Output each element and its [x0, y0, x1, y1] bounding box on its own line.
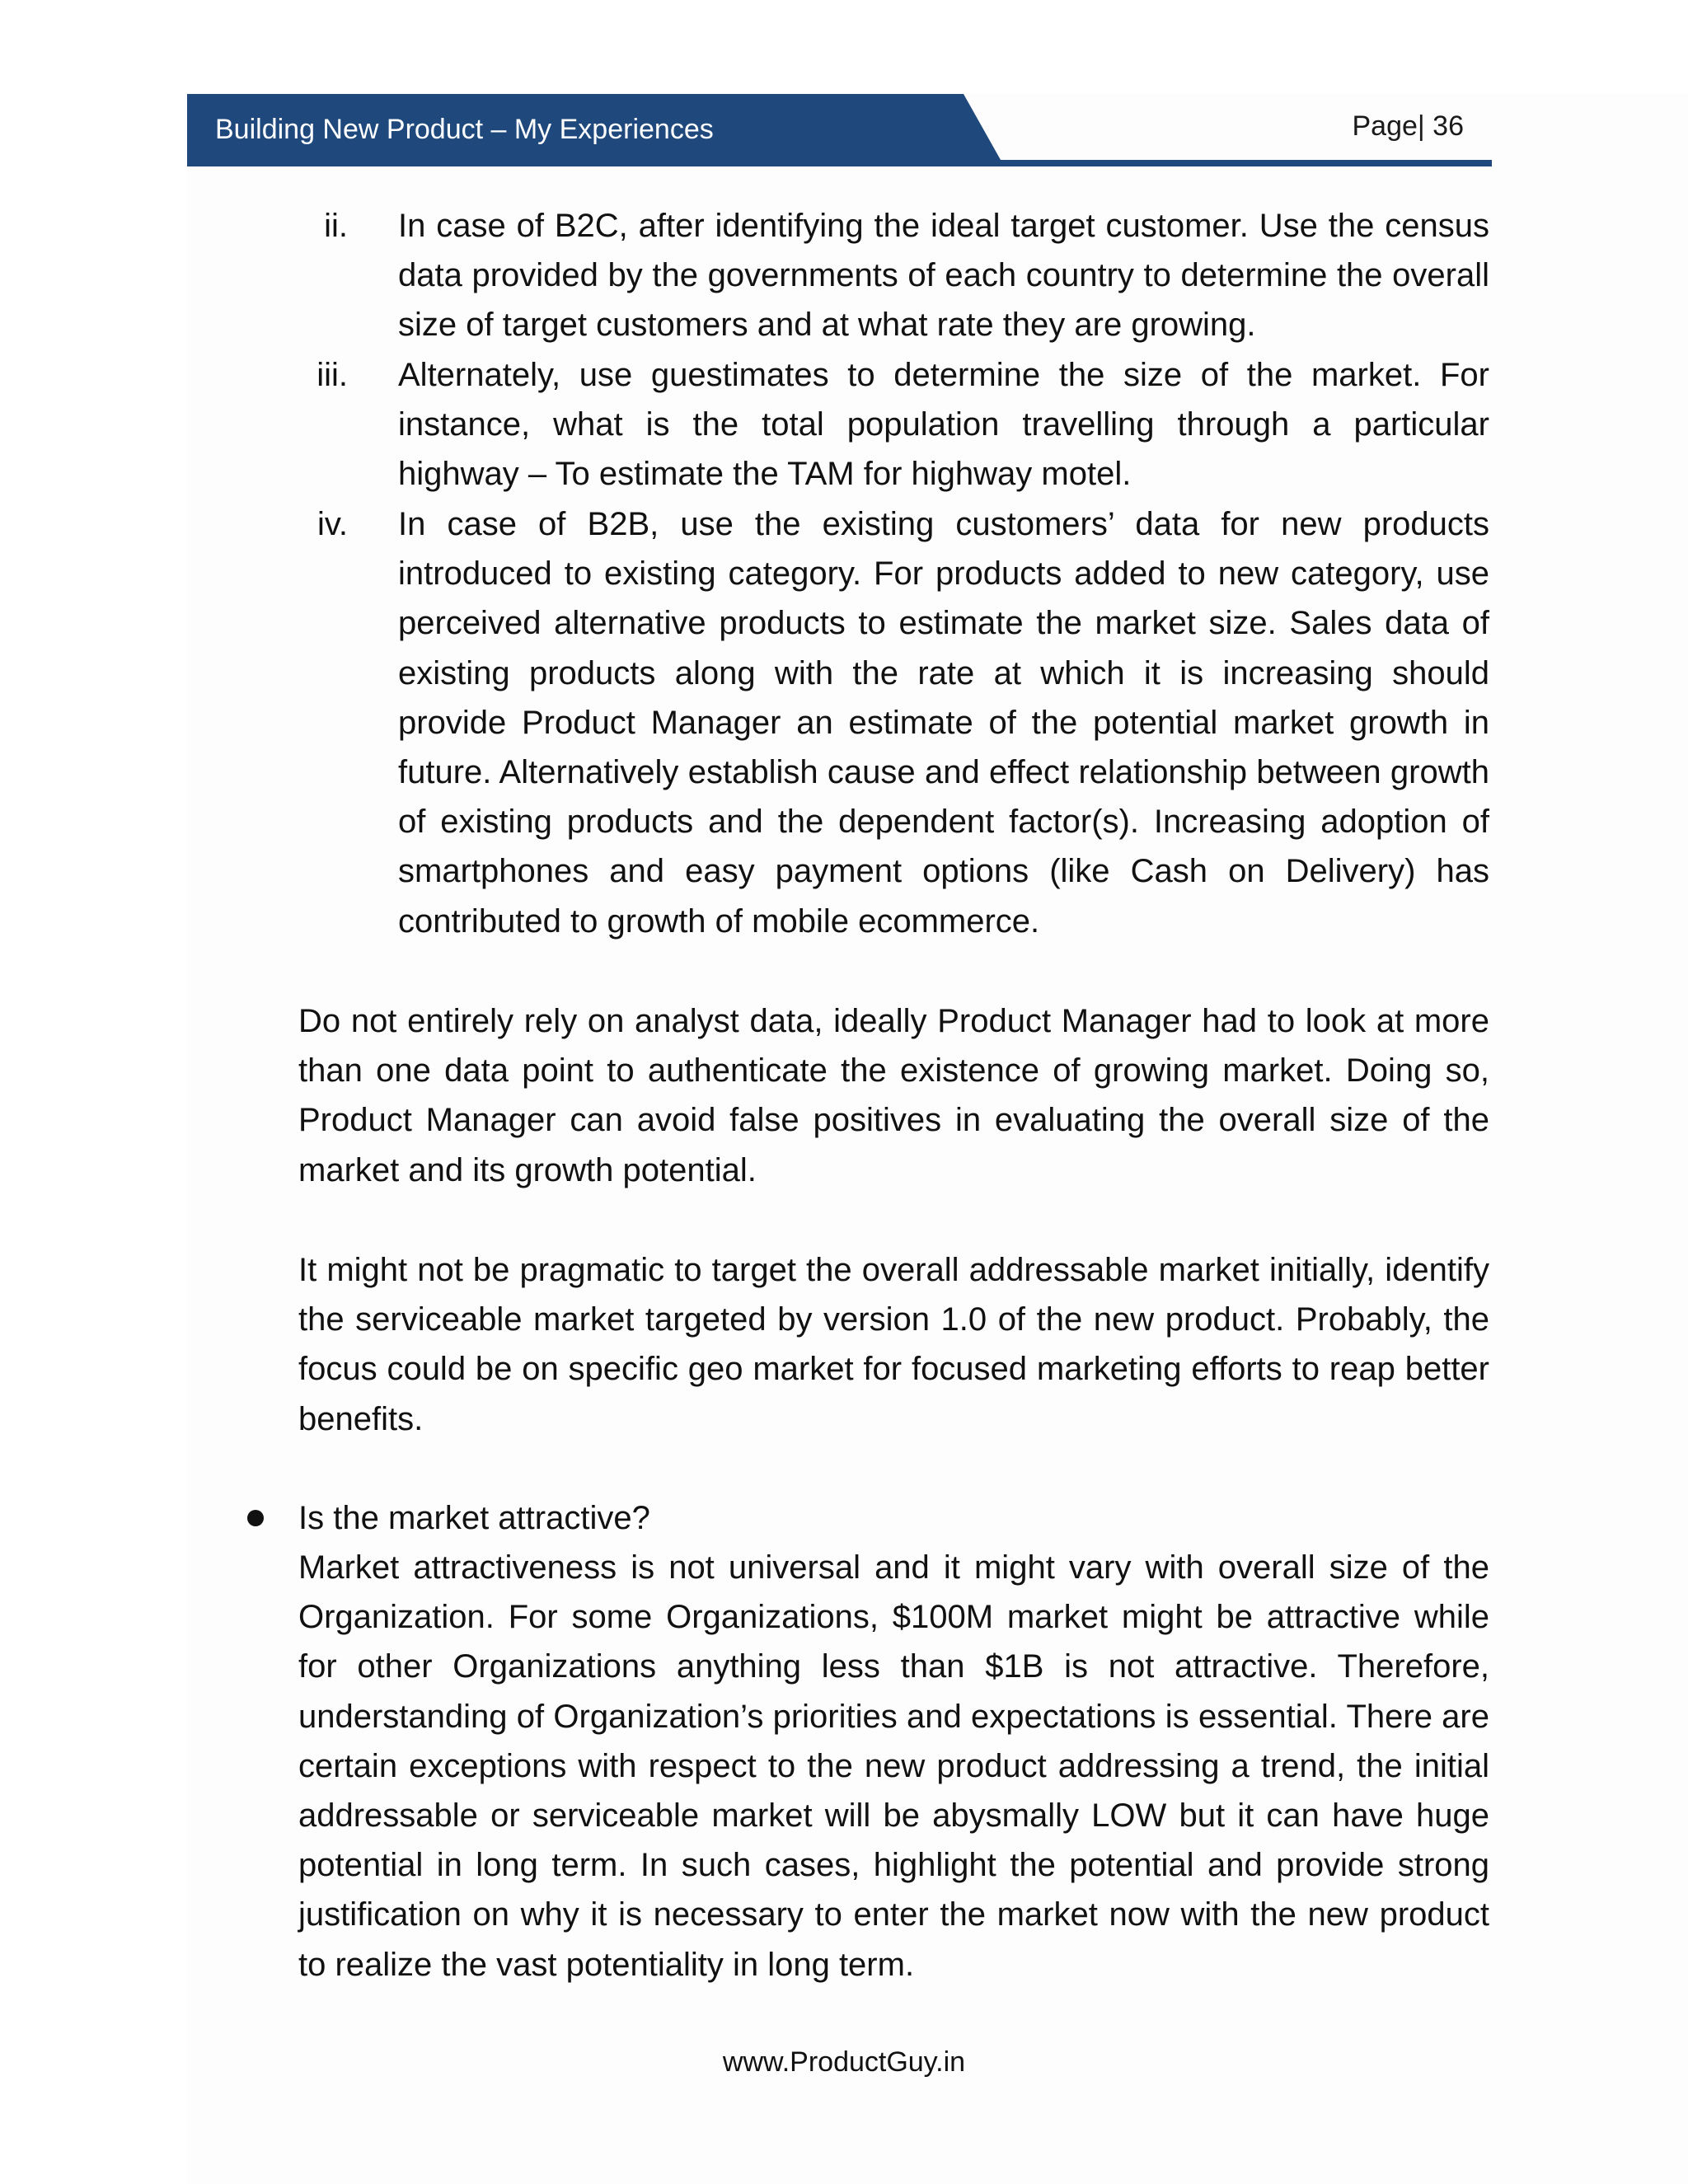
list-number: iii.	[316, 357, 348, 393]
footer-url: www.ProductGuy.in	[722, 2046, 966, 2078]
page-number: Page| 36	[1352, 110, 1464, 142]
list-text: Alternately, use guestimates to determine the size of the market. For instance, what is the total population travelling through a particular highway – To estimate the TAM for highway motel.	[398, 357, 1489, 493]
list-number: ii.	[324, 208, 348, 244]
bullet-icon	[247, 1510, 264, 1526]
list-text: In case of B2C, after identifying the ideal target customer. Use the census data provided by the governments of each country to determine the overall size of target customers and at what rate they are growing.	[398, 208, 1489, 344]
list-text: In case of B2B, use the existing customers’ data for new products introduced to existing category. For products added to new category, use perceived alternative products to estimate the market size. Sales data of existing products along with the rate at which it is increasing should provide Product Manager an estimate of the potential market growth in future. Alternatively establish cause and effect relationship between growth of existing products and the dependent factor(s). Increasing adoption of smartphones and easy payment options (like Cash on Delivery) has contributed to growth of mobile ecommerce.	[398, 506, 1489, 940]
paragraph: It might not be pragmatic to target the overall addressable market initially, identify the serviceable market targeted by version 1.0 of the new product. Probably, the focus could be on specific geo market for focused marketing efforts to reap better benefits.	[298, 1252, 1489, 1437]
header-title: Building New Product – My Experiences	[215, 114, 714, 145]
bullet-heading: Is the market attractive?	[298, 1500, 650, 1536]
bullet-body: Market attractiveness is not universal and it might vary with overall size of the Organization. For some Organizations, $100M market might be attractive while for other Organizations anything less than $1B is not attractive. Therefore, understanding of Organization’s priorities and expectations is essential. There are certain exceptions with respect to the new product addressing a trend, the initial addressable or serviceable market will be abysmally LOW but it can have huge potential in long term. In such cases, highlight the potential and provide strong justification on why it is necessary to enter the market now with the new product to realize the vast potentiality in long term.	[298, 1549, 1489, 1983]
page-header	[187, 94, 1492, 166]
paragraph: Do not entirely rely on analyst data, ideally Product Manager had to look at more than one data point to authenticate the existence of growing market. Doing so, Product Manager can avoid false positives in evaluating the overall size of the market and its growth potential.	[298, 1003, 1489, 1188]
list-number: iv.	[316, 506, 348, 542]
